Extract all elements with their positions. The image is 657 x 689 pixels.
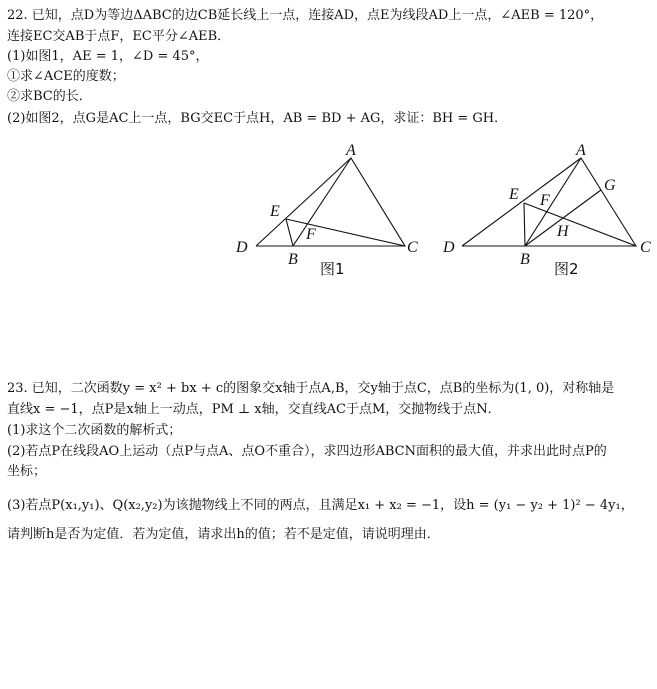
- q23-line-3: (1)求这个二次函数的解析式；: [7, 423, 182, 438]
- segment-eb-2: [524, 203, 525, 246]
- q22-line-3: (1)如图1，AE = 1，∠D = 45°，: [7, 49, 209, 64]
- fig1-label-a: A: [346, 142, 356, 159]
- segment-ec-2: [524, 203, 636, 246]
- fig1-label-e: E: [270, 203, 280, 220]
- fig2-label-a: A: [576, 142, 586, 159]
- fig2-label-f: F: [540, 192, 550, 209]
- fig1-caption: 图1: [320, 260, 345, 278]
- fig2-label-d: D: [443, 239, 455, 256]
- q23-line-7: 请判断h是否为定值．若为定值，请求出h的值；若不是定值，请说明理由．: [7, 527, 440, 542]
- segment-ad: [256, 158, 351, 246]
- segment-ec: [286, 219, 405, 246]
- q22-line-2: 连接EC交AB于点F，EC平分∠AEB．: [7, 29, 231, 44]
- fig2-label-b: B: [520, 251, 530, 268]
- fig1-label-c: C: [407, 239, 418, 256]
- fig1-label-f: F: [306, 226, 316, 243]
- q22-line-5: ②求BC的长．: [7, 89, 92, 104]
- segment-eb: [286, 219, 293, 246]
- q23-line-2: 直线x = −1，点P是x轴上一动点，PM ⊥ x轴，交直线AC于点M，交抛物线于点N．: [7, 402, 501, 417]
- fig1-label-d: D: [236, 239, 248, 256]
- q23-line-1: 23. 已知，二次函数y = x² + bx + c的图象交x轴于点A,B，交y轴于点C，点B的坐标为(1, 0)，对称轴是: [7, 381, 615, 396]
- fig2-label-h: H: [557, 223, 569, 240]
- figure-1-lines: [256, 158, 405, 246]
- fig2-caption: 图2: [554, 260, 579, 278]
- fig2-label-c: C: [640, 239, 651, 256]
- fig2-label-g: G: [604, 177, 616, 194]
- q23-line-6: (3)若点P(x₁,y₁)、Q(x₂,y₂)为该抛物线上不同的两点，且满足x₁ + x₂ = −1，设h = (y₁ − y₂ + 1)² − 4y₁，: [7, 498, 634, 513]
- q22-line-4: ①求∠ACE的度数；: [7, 69, 125, 84]
- q22-line-1: 22. 已知，点D为等边ΔABC的边CB延长线上一点，连接AD，点E为线段AD上一点，∠AEB = 120°，: [7, 8, 604, 23]
- fig2-label-e: E: [509, 186, 519, 203]
- q23-line-4: (2)若点P在线段AO上运动（点P与点A、点O不重合），求四边形ABCN面积的最大值，并求出此时点P的: [7, 444, 607, 459]
- q22-line-6: (2)如图2，点G是AC上一点，BG交EC于点H，AB = BD + AG，求证：BH = GH．: [7, 111, 508, 126]
- q23-line-5: 坐标；: [7, 464, 47, 479]
- fig1-label-b: B: [288, 251, 298, 268]
